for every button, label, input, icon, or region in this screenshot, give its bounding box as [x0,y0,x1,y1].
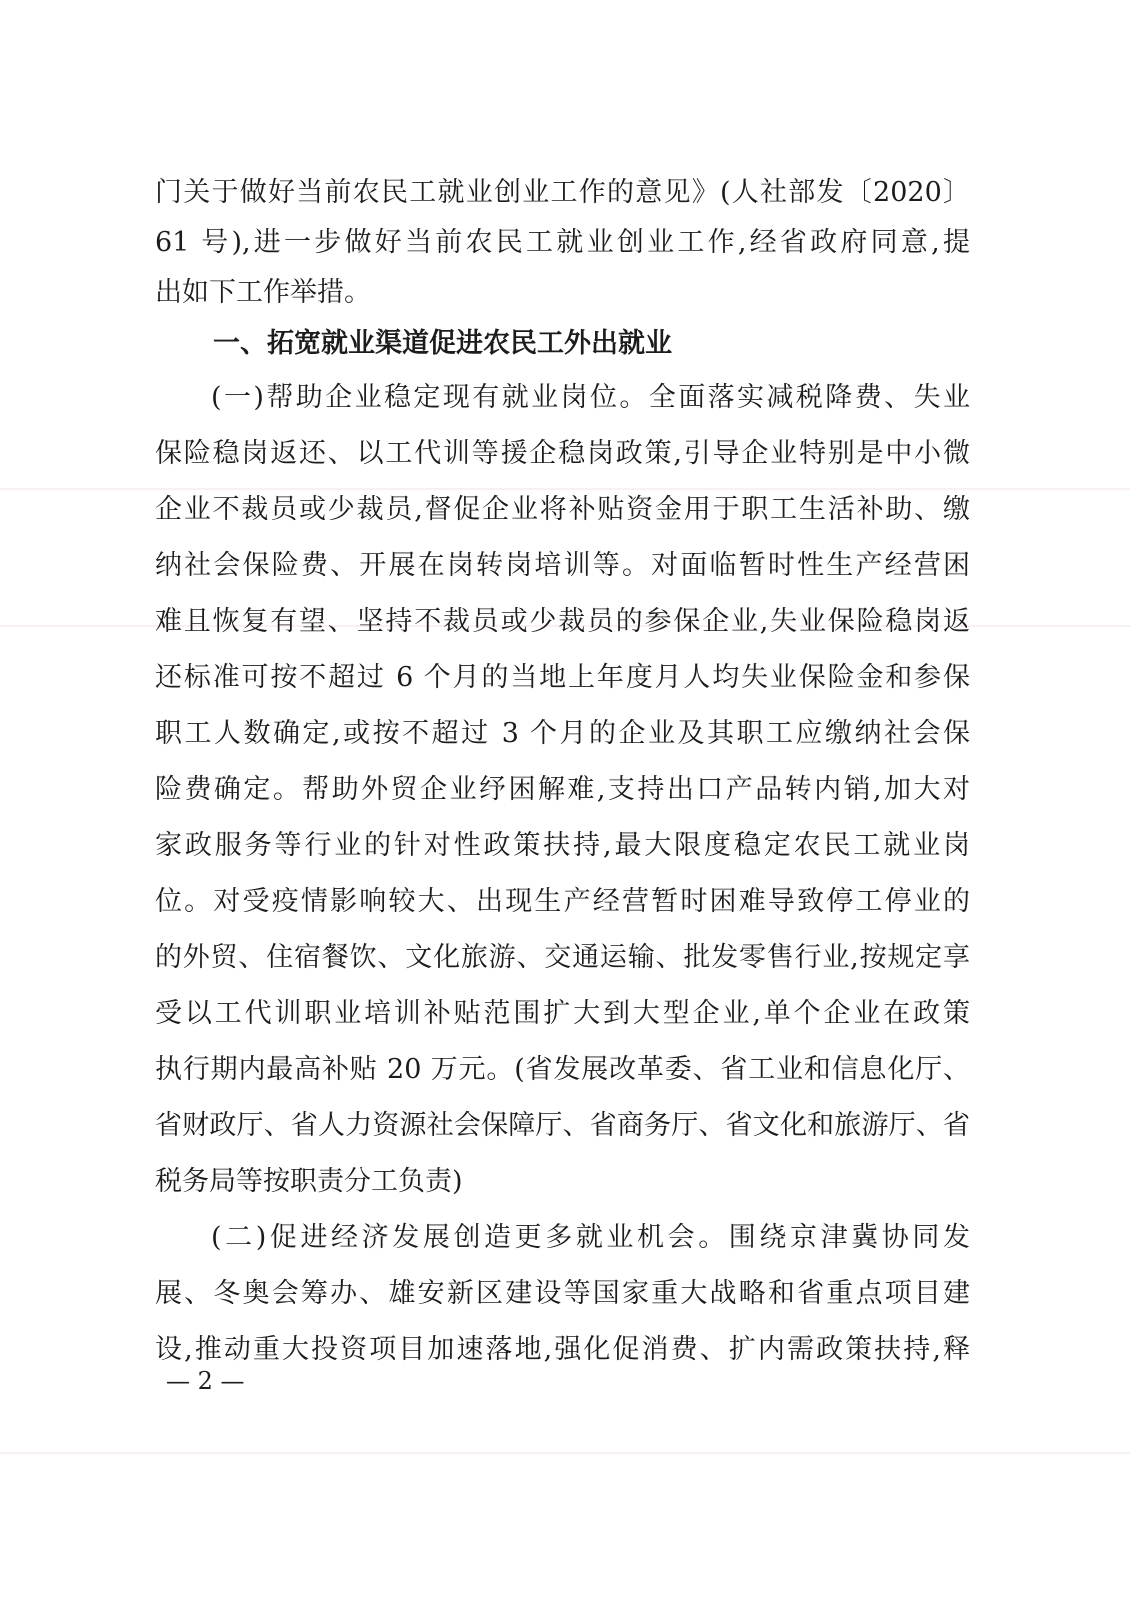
scan-artifact-line [0,1452,1130,1454]
body-text-line: 位。对受疫情影响较大、出现生产经营暂时困难导致停工停业的 [155,886,970,917]
body-text-line: 家政服务等行业的针对性政策扶持,最大限度稳定农民工就业岗 [155,830,970,861]
body-text-line: 险费确定。帮助外贸企业纾困解难,支持出口产品转内销,加大对 [155,774,970,805]
section-heading: 一、拓宽就业渠道促进农民工外出就业 [213,328,672,359]
body-text-line: 企业不裁员或少裁员,督促企业将补贴资金用于职工生活补助、缴 [155,494,970,525]
body-text-line: 难且恢复有望、坚持不裁员或少裁员的参保企业,失业保险稳岗返 [155,606,970,637]
body-text-line: 设,推动重大投资项目加速落地,强化促消费、扩内需政策扶持,释 [155,1334,970,1365]
body-text-line: 展、冬奥会筹办、雄安新区建设等国家重大战略和省重点项目建 [155,1278,970,1309]
body-text-line: 门关于做好当前农民工就业创业工作的意见》(人社部发〔2020〕 [155,177,970,208]
body-text-line: 省财政厅、省人力资源社会保障厅、省商务厅、省文化和旅游厅、省 [155,1110,970,1141]
body-text-line: 的外贸、住宿餐饮、文化旅游、交通运输、批发零售行业,按规定享 [155,942,970,973]
body-text-line: 执行期内最高补贴 20 万元。(省发展改革委、省工业和信息化厅、 [155,1054,970,1085]
body-text-line: (一)帮助企业稳定现有就业岗位。全面落实减税降费、失业 [211,382,970,413]
body-text-line: 税务局等按职责分工负责) [155,1166,463,1197]
document-body [155,168,970,1378]
body-text-line: 纳社会保险费、开展在岗转岗培训等。对面临暂时性生产经营困 [155,550,970,581]
body-text-line: 受以工代训职业培训补贴范围扩大到大型企业,单个企业在政策 [155,998,970,1029]
body-text-line: 61 号),进一步做好当前农民工就业创业工作,经省政府同意,提 [155,227,970,258]
page-number: — 2 — [166,1367,245,1395]
body-text-line: 职工人数确定,或按不超过 3 个月的企业及其职工应缴纳社会保 [155,718,970,749]
body-text-line: 保险稳岗返还、以工代训等援企稳岗政策,引导企业特别是中小微 [155,438,970,469]
body-text-line: (二)促进经济发展创造更多就业机会。围绕京津冀协同发 [211,1222,970,1253]
body-text-line: 出如下工作举措。 [155,277,371,308]
body-text-line: 还标准可按不超过 6 个月的当地上年度月人均失业保险金和参保 [155,662,970,693]
